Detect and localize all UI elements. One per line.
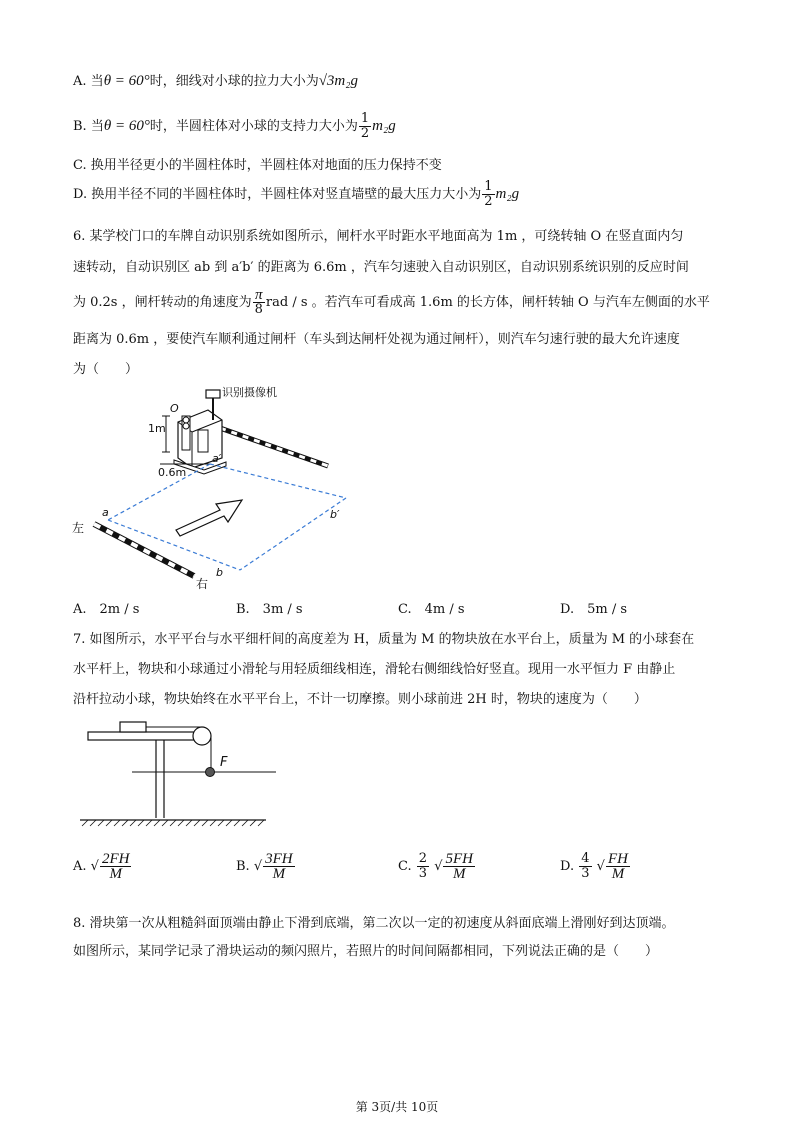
q6-l3-pre: 为 0.2s ，闸杆转动的角速度为: [73, 295, 252, 310]
q7-option-a: [73, 852, 132, 881]
q6-left-label: 左: [72, 521, 85, 535]
q6-frac-num: π: [253, 288, 265, 303]
q7-line-2: 水平杆上，物块和小球通过小滑轮与用轻质细线相连，滑轮右侧细线恰好竖直。现用一水平恒力 F 由静止: [73, 662, 676, 677]
q5-option-d: [73, 180, 519, 209]
page-footer: 第 3页/共 10页: [355, 1100, 439, 1114]
q5-b-pre: 当: [90, 119, 104, 134]
q5-a-theta: θ = 60°: [103, 73, 150, 89]
q7-option-d: [560, 852, 631, 881]
q7-b-label: B.: [236, 859, 250, 874]
q7-c-coef: [417, 852, 429, 881]
q5-a-label: A.: [73, 74, 87, 89]
q7-option-b: [236, 852, 296, 881]
q7-d-coef: [579, 852, 591, 881]
q5-d-frac-num: 1: [484, 179, 493, 194]
q7-c-den: M: [452, 866, 466, 882]
q5-d-tail: m₂g: [495, 186, 520, 202]
q5-a-mid: 时，细线对小球的拉力大小为: [149, 74, 319, 89]
q5-b-theta: θ = 60°: [103, 118, 150, 134]
q5-d-fraction: [482, 180, 494, 209]
q7-b-sqrt: √ $\frac{3FH}{M}$: [253, 851, 293, 882]
q5-option-c: C. 换用半径更小的半圆柱体时，半圆柱体对地面的压力保持不变: [73, 158, 442, 173]
q7-c-num: 5FH: [445, 851, 473, 867]
q7-platform: [88, 732, 204, 740]
q7-option-c: [398, 852, 476, 881]
q6-line-4: 距离为 0.6m ，要使汽车顺利通过闸杆（车头到达闸杆处视为通过闸杆），则汽车匀速行驶的最大允许速度: [73, 332, 680, 347]
q7-c-coef-den: 3: [418, 866, 428, 881]
q6-line-5: 为（ ）: [73, 362, 139, 377]
q6-axis-label: O: [170, 402, 179, 415]
q6-l3-post: rad / s 。若汽车可看成高 1.6m 的长方体，闸杆转轴 O 与汽车左侧面的水平: [265, 295, 710, 310]
q6-height-label: 1m: [148, 422, 166, 435]
q7-b-den: M: [272, 866, 286, 882]
q7-d-coef-den: 3: [581, 866, 590, 881]
q7-pulley-figure: [78, 718, 278, 838]
q7-d-label: D.: [560, 859, 575, 874]
q5-b-label: B.: [73, 119, 87, 134]
q7-d-sqrt: √ $\frac{FH}{M}$: [596, 851, 628, 882]
q7-a-label: A.: [73, 859, 87, 874]
q7-d-num: FH: [607, 851, 628, 867]
q6-line-3: [73, 288, 710, 317]
q5-b-tail: m₂g: [372, 118, 396, 134]
q7-line-3: 沿杆拉动小球，物块始终在水平平台上，不计一切摩擦。则小球前进 2H 时，物块的速度为（ ）: [73, 692, 647, 707]
q7-force-label: F: [220, 755, 228, 770]
q7-a-sqrt: √ $\frac{2FH}{M}$: [90, 851, 130, 882]
q6-b-prime-label: b′: [330, 508, 340, 521]
arrow-icon: [176, 500, 242, 536]
q6-distance-label: 0.6m: [158, 466, 187, 479]
q5-d-pre: D. 换用半径不同的半圆柱体时，半圆柱体对竖直墙壁的最大压力大小为: [73, 187, 482, 202]
q7-a-num: 2FH: [101, 851, 130, 867]
q5-option-a: [73, 70, 358, 90]
q7-c-label: C.: [398, 859, 412, 874]
q8-line-2: 如图所示，某同学记录了滑块运动的频闪照片，若照片的时间间隔都相同，下列说法正确的是（ ）: [73, 944, 659, 959]
q6-a-prime-label: a′: [212, 452, 222, 465]
q8-line-1: 8. 滑块第一次从粗糙斜面顶端由静止下滑到底端，第二次以一定的初速度从斜面底端上滑刚好到达顶端。: [73, 916, 675, 931]
q6-omega-fraction: [253, 288, 265, 317]
q5-a-pre: 当: [90, 74, 104, 89]
q5-b-fraction: [359, 112, 371, 141]
q6-line-2: 速转动，自动识别区 ab 到 a′b′ 的距离为 6.6m ，汽车匀速驶入自动识别区，自动识别系统识别的反应时间: [73, 260, 689, 275]
q7-a-den: M: [109, 866, 122, 882]
q6-upper-barrier: [220, 428, 328, 466]
q6-frac-den: 8: [254, 302, 263, 317]
q5-option-b: [73, 112, 396, 141]
q6-gate-figure: [70, 380, 370, 590]
q6-camera-label: 识别摄像机: [222, 386, 277, 399]
q6-a-label: a: [102, 506, 109, 519]
q7-c-coef-num: 2: [418, 851, 428, 866]
q6-option-c: C. 4m / s: [398, 602, 465, 617]
q5-d-frac-den: 2: [484, 194, 493, 209]
q7-c-sqrt: √ $\frac{5FH}{M}$: [434, 851, 473, 882]
q5-a-value: √3m₂g: [318, 73, 358, 89]
q5-b-mid: 时，半圆柱体对小球的支持力大小为: [149, 119, 358, 134]
q6-option-a: A. 2m / s: [73, 602, 140, 617]
q7-ground-hatch: [82, 820, 264, 826]
q7-line-1: 7. 如图所示，水平平台与水平细杆间的高度差为 H，质量为 M 的物块放在水平台上，质量为 M 的小球套在: [73, 632, 695, 647]
q5-b-frac-den: 2: [360, 126, 370, 141]
q7-d-coef-num: 4: [581, 851, 590, 866]
q7-block: [120, 722, 146, 732]
q6-option-d: D. 5m / s: [560, 602, 628, 617]
q7-b-num: 3FH: [265, 851, 293, 867]
q6-right-label: 右: [196, 577, 209, 590]
q7-ball: [206, 768, 215, 777]
pulley-icon: [193, 727, 211, 745]
q6-b-label: b: [216, 566, 223, 579]
q6-option-b: B. 3m / s: [236, 602, 303, 617]
q5-b-frac-num: 1: [360, 111, 370, 126]
q6-line-1: 6. 某学校门口的车牌自动识别系统如图所示，闸杆水平时距水平地面高为 1m ，可绕转轴 O 在竖直面内匀: [73, 229, 684, 244]
q7-d-den: M: [611, 866, 625, 882]
